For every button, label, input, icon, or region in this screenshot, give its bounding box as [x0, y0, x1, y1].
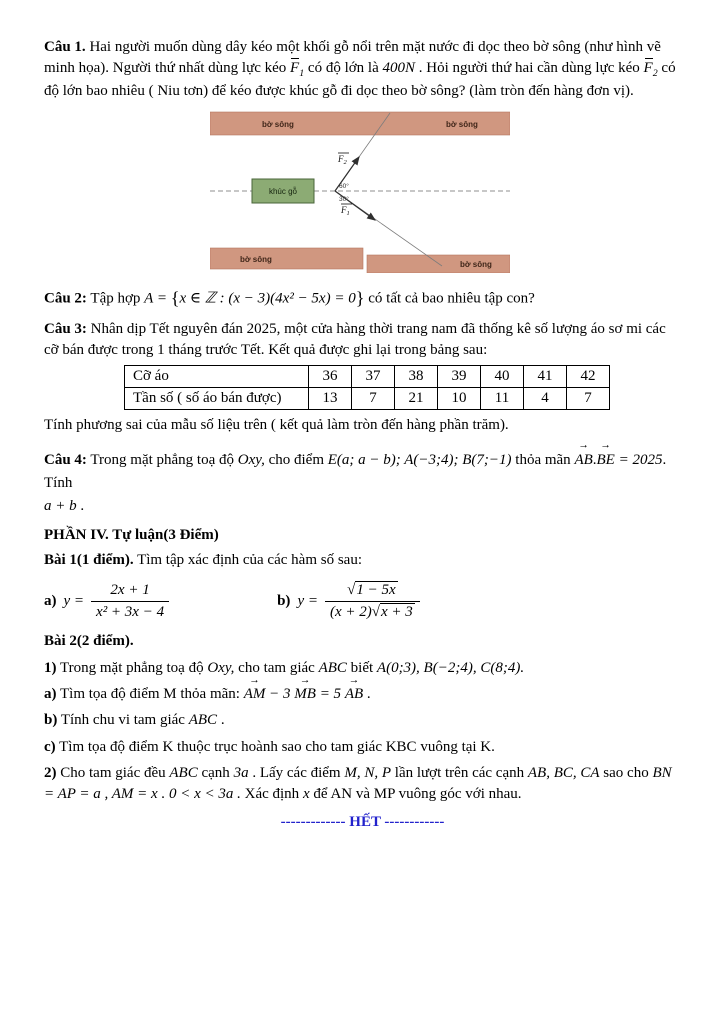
brace-open: { [170, 287, 180, 308]
question-4-label: Câu 4: [44, 451, 87, 468]
vector-ab: → AB [345, 684, 363, 705]
table-cell: 13 [309, 388, 352, 410]
question-1-text: . Hỏi người thứ hai cần dùng lực kéo [418, 60, 640, 77]
question-2 [44, 286, 681, 312]
question-3-text: Nhân dịp Tết nguyên đán 2025, một cửa hàng thời trang nam đã thống kê số lượng áo sơ mi các cỡ bán được trong 1 tháng trước Tết. Kết quả được ghi lại trong bảng sau: [44, 320, 666, 358]
table-cell: 42 [567, 366, 610, 388]
vector-f1-symbol [290, 58, 304, 81]
force-value: 400N [382, 60, 416, 77]
triangle-coordinates: A(0;3), B(−2;4), C(8;4). [376, 659, 525, 676]
item-2-text: Cho tam giác đều [60, 764, 166, 781]
variable-x: x [302, 786, 310, 803]
frequency-table [124, 365, 610, 410]
item-2-text: sao cho [603, 764, 649, 781]
question-4-text: Trong mặt phẳng toạ độ [90, 451, 235, 468]
dot-operator: . [592, 451, 597, 468]
function-a-lhs: y = [63, 592, 85, 609]
vector-am: → AM [244, 684, 266, 705]
item-1-tag: 1) [44, 659, 57, 676]
question-3 [44, 319, 681, 362]
bank-label-bottom-right: bờ sông [460, 259, 492, 269]
denominator-factor: (x + 2) [329, 603, 372, 620]
oxy-plane: Oxy, [237, 451, 265, 468]
fraction-a-denominator: x² + 3x − 4 [96, 603, 165, 620]
problem-1-functions [44, 581, 681, 622]
problem-2 [44, 631, 681, 652]
equation-value: = 2025 [618, 451, 663, 468]
table-header-size: Cỡ áo [125, 366, 309, 388]
problem-2-part-c [44, 737, 681, 758]
function-b [277, 581, 420, 622]
problem-1-label: Bài 1(1 điểm). [44, 551, 134, 568]
question-3-note: Tính phương sai của mẫu số liệu trên ( kết quả làm tròn đến hàng phần trăm). [44, 417, 509, 434]
radicand: 1 − 5x [356, 581, 396, 598]
table-cell: 38 [395, 366, 438, 388]
question-2-label: Câu 2: [44, 290, 87, 307]
function-b-lhs: y = [297, 592, 318, 609]
part-a-text: Tìm tọa độ điểm M thỏa mãn: [59, 685, 240, 702]
question-4 [44, 449, 681, 519]
points-coordinates: E(a; a − b); A(−3;4); B(7;−1) [327, 451, 512, 468]
section-4-title: PHẦN IV. Tự luận(3 Điểm) [44, 527, 219, 544]
part-c-tag: c) [44, 738, 56, 755]
f2-letter: F [643, 60, 653, 77]
fraction-b-denominator [325, 602, 420, 622]
vector-ab: → AB [574, 449, 592, 472]
angle-bottom-label: 30° [339, 195, 349, 203]
period: . [220, 712, 225, 729]
problem-2-item-2 [44, 763, 681, 806]
problem-2-part-a [44, 684, 681, 705]
period: . [366, 685, 371, 702]
item-2-text: cạnh [201, 764, 230, 781]
question-4-text: cho điểm [268, 451, 324, 468]
set-name: A = [144, 290, 167, 307]
table-cell: 7 [352, 388, 395, 410]
item-2-text: để AN và MP vuông góc với nhau. [313, 786, 522, 803]
sides-list: AB, BC, CA [527, 764, 600, 781]
table-cell: 21 [395, 388, 438, 410]
points-mnp: M, N, P [344, 764, 392, 781]
vector-mb: → MB [294, 684, 316, 705]
table-cell: 36 [309, 366, 352, 388]
function-b-tag: b) [277, 592, 291, 609]
table-cell: 11 [481, 388, 524, 410]
bank-label-top-right: bờ sông [446, 119, 478, 129]
f2-label: $F_2$ [338, 153, 347, 166]
table-cell: 37 [352, 366, 395, 388]
end-marker: ------------- HẾT ------------ [280, 814, 445, 831]
function-a [44, 581, 169, 622]
question-1-text: có độ lớn bao nhiêu ( Niu tơn) để kéo được khúc gỗ đi dọc theo bờ sông? (làm tròn đến hàng đơn vị). [44, 60, 676, 100]
equals-5: = 5 [319, 685, 342, 702]
part-b-tag: b) [44, 712, 58, 729]
triangle-abc: ABC [188, 712, 218, 729]
item-1-text: biết [350, 659, 374, 676]
problem-2-label: Bài 2(2 điểm). [44, 633, 134, 650]
riverbank-figure [210, 109, 510, 273]
item-2-text: Xác định [244, 786, 300, 803]
question-3-label: Câu 3: [44, 320, 87, 337]
f2-subscript: 2 [652, 68, 658, 80]
oxy-plane: Oxy, [207, 659, 235, 676]
log-label: khúc gỗ [268, 186, 298, 196]
part-b-text: Tính chu vi tam giác [60, 712, 185, 729]
table-cell: 39 [438, 366, 481, 388]
item-2-text: lần lượt trên các cạnh [394, 764, 525, 781]
item-1-text: Trong mặt phẳng toạ độ [59, 659, 204, 676]
problem-1-text: Tìm tập xác định của các hàm số sau: [137, 551, 362, 568]
part-c-text: Tìm tọa độ điểm K thuộc trục hoành sao cho tam giác KBC vuông tại K. [59, 738, 495, 755]
angle-top-label: 60° [339, 182, 349, 190]
a-plus-b: a + b [44, 498, 77, 515]
table-cell: 10 [438, 388, 481, 410]
table-cell: 41 [524, 366, 567, 388]
item-2-text: . Lấy các điểm [252, 764, 341, 781]
brace-close: } [355, 287, 365, 308]
fraction-a-numerator: 2x + 1 [91, 581, 169, 602]
side-length: 3a [233, 764, 249, 781]
radicand: x + 3 [380, 603, 413, 620]
item-2-tag: 2) [44, 764, 57, 781]
question-1-text: Hai người muốn dùng dây kéo một khối gỗ nổi trên mặt nước đi dọc theo bờ sông (như hình vẽ minh họa). Người thứ nhất dùng lực kéo [44, 39, 661, 77]
riverbank-figure-svg [210, 109, 510, 273]
table-cell: 4 [524, 388, 567, 410]
bank-label-bottom-left: bờ sông [240, 254, 272, 264]
river-bank-bottom-left [210, 248, 363, 269]
f1-label: $F_1$ [341, 204, 350, 217]
f1-subscript: 1 [299, 68, 305, 80]
period: . [80, 498, 85, 515]
table-cell: 7 [567, 388, 610, 410]
question-1 [44, 37, 681, 103]
triangle-abc: ABC [169, 764, 198, 781]
set-body: x ∈ ℤ : (x − 3)(4x² − 5x) = 0 [179, 290, 356, 307]
fraction-b-numerator [325, 581, 420, 602]
fraction-a [91, 581, 169, 622]
conditions: BN = AP = a , AM = x . 0 < x < 3a . [44, 764, 672, 803]
vector-be: → BE [597, 449, 615, 472]
fraction-b [325, 581, 420, 622]
radical-sign: √ [371, 603, 380, 620]
question-4-text: . Tính [44, 451, 667, 491]
bank-label-top-left: bờ sông [262, 119, 294, 129]
table-row-sizes [125, 366, 610, 388]
table-cell: 40 [481, 366, 524, 388]
question-2-text: có tất cả bao nhiêu tập con? [368, 290, 535, 307]
item-1-text: cho tam giác [238, 659, 315, 676]
question-1-label: Câu 1. [44, 39, 86, 55]
question-1-text: có độ lớn là [307, 60, 379, 77]
vector-f2-symbol [644, 58, 658, 81]
triangle-abc: ABC [318, 659, 347, 676]
table-header-frequency: Tần số ( số áo bán được) [125, 388, 309, 410]
problem-2-part-b [44, 710, 681, 731]
minus-3: − 3 [269, 685, 291, 702]
radical-sign: √ [347, 581, 356, 598]
f1-letter: F [290, 60, 300, 77]
table-row-frequency [125, 388, 610, 410]
question-4-text: thỏa mãn [515, 451, 571, 468]
problem-1 [44, 550, 681, 571]
part-a-tag: a) [44, 685, 57, 702]
question-2-text: Tập hợp [90, 290, 141, 307]
function-a-tag: a) [44, 592, 57, 609]
